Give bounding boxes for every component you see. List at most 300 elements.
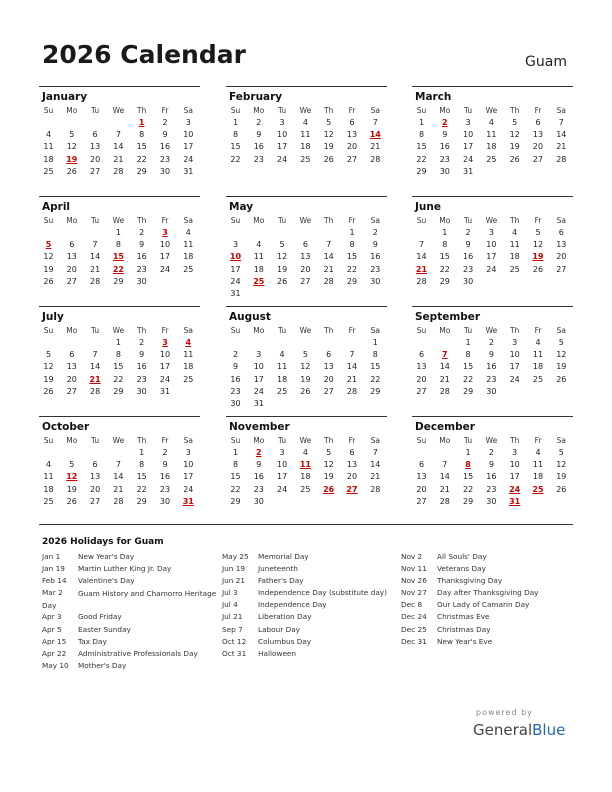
day-cell: 28 — [346, 386, 358, 396]
day-cell: 8 — [442, 240, 448, 250]
day-cell: 29 — [136, 166, 147, 176]
day-cell: 11 — [43, 472, 54, 482]
weekday-header: Th — [324, 216, 334, 225]
day-cell: 27 — [66, 386, 77, 396]
weekday-header: Mo — [66, 106, 78, 115]
day-cell: 18 — [300, 142, 311, 152]
generalblue-logo[interactable] — [473, 721, 565, 739]
holiday-date: Jan 19 — [42, 564, 65, 574]
weekday-header: Mo — [439, 436, 451, 445]
weekday-header: Su — [230, 326, 241, 335]
day-cell: 19 — [509, 142, 520, 152]
day-cell: 11 — [277, 362, 288, 372]
holiday-date: Nov 2 — [401, 552, 423, 561]
day-cell: 18 — [509, 252, 520, 262]
holiday-date: Dec 31 — [401, 636, 427, 646]
day-cell: 12 — [509, 130, 520, 140]
weekday-header: Mo — [253, 106, 265, 115]
day-cell: 13 — [300, 252, 311, 262]
page-title: 2026 Calendar — [42, 40, 246, 69]
day-cell: 11 — [183, 240, 194, 250]
day-cell: 12 — [300, 362, 311, 372]
day-cell: 6 — [535, 118, 541, 127]
holiday-row — [222, 564, 397, 576]
day-cell: 15 — [113, 362, 124, 372]
day-cell: 7 — [418, 240, 425, 250]
day-cell: 16 — [439, 142, 450, 152]
day-cell: 15 — [370, 362, 381, 372]
day-cell: 5 — [279, 240, 285, 250]
weekday-header: Sa — [556, 326, 566, 335]
day-cell: 9 — [465, 240, 471, 250]
day-cell: 27 — [323, 386, 334, 396]
day-cell: 15 — [416, 142, 427, 152]
holiday-date: Apr 5 — [42, 624, 62, 634]
day-cell: 10 — [159, 350, 171, 360]
day-cell: 22 — [370, 374, 381, 384]
weekday-header: Th — [324, 436, 334, 445]
day-cell: 22 — [230, 484, 241, 494]
weekday-header: Th — [510, 106, 520, 115]
holiday-row — [401, 600, 571, 612]
day-cell: 25 — [532, 374, 544, 384]
weekday-header: Fr — [534, 436, 542, 445]
weekday-header: We — [485, 106, 498, 115]
weekday-header: Th — [510, 216, 520, 225]
day-cell: 24 — [253, 386, 264, 396]
weekday-header: Th — [510, 436, 520, 445]
day-cell: 25 — [43, 496, 54, 506]
day-cell: 1 — [115, 228, 121, 237]
day-cell: 5 — [69, 460, 75, 470]
weekday-header: Mo — [253, 216, 265, 225]
weekday-header: Su — [230, 216, 241, 225]
day-cell: 19 — [323, 472, 334, 482]
day-cell: 9 — [162, 130, 168, 140]
day-cell: 27 — [90, 166, 101, 176]
day-cell: 30 — [136, 276, 147, 286]
day-cell: 1 — [418, 118, 425, 127]
day-cell: 9 — [139, 240, 145, 250]
holiday-row — [401, 564, 571, 576]
day-cell: 17 — [159, 362, 171, 372]
month-september — [412, 306, 572, 414]
holiday-date: Apr 15 — [42, 636, 67, 646]
day-cell: 11 — [43, 142, 54, 152]
weekday-header: Sa — [370, 106, 380, 115]
day-cell: 10 — [277, 460, 288, 470]
day-cell: 28 — [439, 386, 450, 396]
day-cell: 28 — [323, 276, 334, 286]
holiday-date: Dec 24 — [401, 612, 427, 622]
day-cell: 5 — [326, 118, 332, 127]
day-cell: 24 — [183, 484, 194, 494]
holiday-row — [222, 600, 397, 612]
day-cell: 19 — [300, 374, 311, 384]
day-cell: 30 — [159, 496, 171, 506]
holiday-day-cell: 31 — [182, 496, 194, 506]
holiday-name: Liberation Day — [258, 612, 312, 622]
day-cell: 22 — [346, 264, 358, 274]
day-cell: 19 — [277, 264, 288, 274]
holiday-date: Jan 1 — [42, 552, 61, 561]
weekday-header: Sa — [556, 216, 566, 225]
day-cell: 10 — [253, 362, 264, 372]
day-cell: 25 — [277, 386, 288, 396]
day-cell: 6 — [302, 240, 308, 250]
day-cell: 16 — [253, 472, 264, 482]
weekday-header: Fr — [348, 326, 356, 335]
day-cell: 7 — [92, 350, 98, 360]
day-cell: 26 — [43, 276, 54, 286]
day-cell: 18 — [532, 362, 544, 372]
day-cell: 31 — [230, 289, 241, 298]
day-cell: 18 — [532, 472, 544, 482]
day-cell: 24 — [159, 374, 171, 384]
weekday-header: Th — [324, 106, 334, 115]
day-cell: 5 — [302, 350, 308, 360]
day-cell: 22 — [136, 484, 147, 494]
weekday-header: Tu — [90, 326, 100, 335]
weekday-header: Tu — [277, 436, 287, 445]
weekday-header: We — [299, 326, 312, 335]
day-cell: 21 — [90, 264, 101, 274]
holiday-day-cell: 1 — [138, 118, 145, 127]
weekday-header: Fr — [161, 436, 169, 445]
month-name: October — [42, 421, 90, 433]
day-cell: 29 — [370, 386, 381, 396]
day-cell: 31 — [159, 386, 171, 396]
day-cell: 21 — [439, 484, 450, 494]
weekday-header: Sa — [370, 326, 380, 335]
day-cell: 15 — [346, 252, 358, 262]
day-cell: 23 — [463, 264, 474, 274]
day-cell: 12 — [277, 252, 288, 262]
day-cell: 26 — [556, 484, 567, 494]
day-cell: 12 — [43, 252, 54, 262]
holiday-row — [42, 612, 217, 624]
day-cell: 13 — [346, 130, 358, 140]
holiday-date: Oct 31 — [222, 648, 247, 658]
weekday-header: We — [112, 436, 125, 445]
month-name: April — [42, 201, 71, 213]
holiday-day-cell: 25 — [253, 276, 265, 286]
holiday-day-cell: 31 — [509, 496, 521, 506]
day-cell: 19 — [66, 484, 77, 494]
holiday-name: Memorial Day — [258, 552, 309, 561]
month-name: September — [415, 311, 481, 323]
day-cell: 16 — [253, 142, 264, 152]
day-cell: 5 — [326, 448, 332, 457]
day-cell: 14 — [556, 130, 567, 140]
day-cell: 7 — [442, 460, 448, 470]
holiday-row — [222, 649, 397, 661]
day-cell: 22 — [230, 154, 241, 164]
day-cell: 4 — [45, 130, 52, 140]
weekday-header: Su — [230, 436, 241, 445]
day-cell: 1 — [465, 338, 471, 347]
weekday-header: Th — [137, 106, 147, 115]
holiday-date: Dec 8 — [401, 600, 423, 610]
day-cell: 7 — [558, 118, 564, 127]
day-cell: 29 — [439, 276, 450, 286]
day-cell: 16 — [486, 472, 497, 482]
day-cell: 8 — [115, 350, 121, 360]
weekday-header: We — [299, 106, 312, 115]
day-cell: 30 — [253, 496, 264, 506]
weekday-header: Tu — [90, 106, 100, 115]
day-cell: 12 — [66, 142, 77, 152]
day-cell: 23 — [159, 484, 171, 494]
weekday-header: Tu — [90, 436, 100, 445]
month-name: March — [415, 91, 452, 103]
day-cell: 16 — [136, 252, 147, 262]
month-name: August — [229, 311, 271, 323]
holiday-day-cell: 26 — [323, 484, 335, 494]
holiday-row — [401, 576, 571, 588]
holiday-column — [42, 552, 217, 673]
holiday-name: Tax Day — [78, 636, 107, 646]
day-cell: 6 — [558, 228, 564, 237]
day-cell: 23 — [159, 154, 171, 164]
weekday-header: Mo — [66, 326, 78, 335]
weekday-header: Th — [137, 436, 147, 445]
weekday-header: Sa — [183, 326, 193, 335]
day-cell: 24 — [183, 154, 194, 164]
day-cell: 3 — [512, 338, 518, 347]
weekday-header: Mo — [253, 436, 265, 445]
day-cell: 1 — [349, 228, 355, 237]
day-cell: 2 — [162, 448, 168, 457]
day-cell: 28 — [90, 276, 101, 286]
weekday-header: Tu — [463, 326, 473, 335]
day-cell: 20 — [66, 374, 77, 384]
day-cell: 1 — [115, 338, 121, 347]
weekday-header: Sa — [183, 436, 193, 445]
holiday-date: Oct 12 — [222, 636, 247, 646]
month-december — [412, 416, 572, 524]
day-cell: 24 — [277, 154, 288, 164]
day-cell: 26 — [300, 386, 311, 396]
day-cell: 5 — [535, 228, 541, 237]
day-cell: 19 — [43, 264, 54, 274]
day-cell: 18 — [253, 264, 264, 274]
day-cell: 22 — [439, 264, 450, 274]
day-cell: 23 — [253, 154, 264, 164]
day-cell: 17 — [183, 142, 194, 152]
day-cell: 18 — [486, 142, 497, 152]
day-cell: 4 — [302, 448, 308, 457]
day-cell: 7 — [372, 118, 378, 127]
day-cell: 28 — [113, 496, 124, 506]
day-cell: 6 — [69, 350, 75, 360]
day-cell: 19 — [43, 374, 54, 384]
day-cell: 27 — [416, 386, 427, 396]
day-cell: 9 — [162, 460, 168, 470]
weekday-header: Fr — [161, 106, 169, 115]
weekday-header: Tu — [463, 436, 473, 445]
day-cell: 5 — [45, 350, 52, 360]
day-cell: 4 — [488, 118, 494, 127]
day-cell: 4 — [535, 448, 541, 457]
day-cell: 28 — [416, 276, 427, 286]
weekday-header: Th — [137, 216, 147, 225]
day-cell: 1 — [442, 228, 448, 237]
day-cell: 17 — [159, 252, 171, 262]
day-cell: 20 — [556, 252, 567, 262]
holiday-row — [42, 576, 217, 588]
weekday-header: Fr — [348, 106, 356, 115]
day-cell: 3 — [488, 228, 494, 237]
day-cell: 20 — [90, 154, 101, 164]
weekday-header: Mo — [253, 326, 265, 335]
day-cell: 11 — [486, 130, 497, 140]
day-cell: 8 — [139, 460, 145, 470]
day-cell: 11 — [183, 350, 194, 360]
day-cell: 25 — [183, 264, 194, 274]
day-cell: 15 — [463, 362, 474, 372]
day-cell: 29 — [463, 496, 474, 506]
holiday-day-cell: 10 — [229, 252, 242, 262]
holiday-name: Martin Luther King Jr. Day — [78, 564, 172, 574]
holiday-day-cell: 14 — [369, 130, 381, 140]
day-cell: 7 — [115, 130, 121, 140]
holiday-day-cell: 19 — [66, 154, 78, 164]
logo-text-blue: Blue — [532, 721, 566, 739]
holiday-name: New Year's Eve — [437, 636, 493, 646]
day-cell: 22 — [463, 484, 474, 494]
day-cell: 7 — [115, 460, 121, 470]
day-cell: 14 — [439, 362, 450, 372]
weekday-header: Sa — [556, 436, 566, 445]
day-cell: 22 — [113, 374, 124, 384]
holiday-date: Nov 27 — [401, 588, 427, 598]
weekday-header: Mo — [66, 436, 78, 445]
weekday-header: Sa — [183, 106, 193, 115]
day-cell: 28 — [370, 154, 381, 164]
day-cell: 2 — [139, 338, 145, 347]
holiday-name: Administrative Professionals Day — [78, 648, 198, 658]
day-cell: 23 — [486, 484, 497, 494]
day-cell: 1 — [232, 118, 239, 127]
weekday-header: We — [299, 436, 312, 445]
day-cell: 8 — [115, 240, 121, 250]
day-cell: 14 — [90, 362, 101, 372]
holiday-day-cell: 27 — [346, 484, 358, 494]
day-cell: 11 — [253, 252, 264, 262]
day-cell: 25 — [300, 484, 311, 494]
holiday-date: Nov 11 — [401, 564, 427, 574]
day-cell: 29 — [113, 276, 124, 286]
holiday-date: Jul 21 — [222, 612, 243, 622]
holiday-name: Thanksgiving Day — [437, 576, 503, 586]
day-cell: 10 — [159, 240, 171, 250]
month-october — [39, 416, 199, 524]
holiday-day-cell: 15 — [112, 252, 124, 262]
holiday-date: Nov 26 — [401, 576, 427, 586]
day-cell: 20 — [532, 142, 544, 152]
day-cell: 20 — [300, 264, 311, 274]
day-cell: 21 — [346, 374, 358, 384]
holiday-row — [222, 576, 397, 588]
day-cell: 4 — [185, 228, 191, 237]
holiday-day-cell: 11 — [299, 460, 311, 470]
month-may — [226, 196, 386, 304]
day-cell: 20 — [416, 374, 427, 384]
day-cell: 13 — [532, 130, 544, 140]
holiday-row — [401, 588, 571, 600]
day-cell: 5 — [558, 448, 564, 457]
day-cell: 18 — [183, 362, 194, 372]
day-cell: 23 — [439, 154, 450, 164]
weekday-header: Tu — [277, 106, 287, 115]
weekday-header: Th — [510, 326, 520, 335]
day-cell: 30 — [439, 166, 450, 176]
holiday-name: Our Lady of Camarin Day — [437, 600, 530, 610]
day-cell: 5 — [69, 130, 75, 140]
month-name: January — [42, 91, 88, 103]
day-cell: 20 — [346, 472, 358, 482]
day-cell: 10 — [183, 130, 194, 140]
day-cell: 15 — [136, 142, 147, 152]
day-cell: 6 — [92, 460, 98, 470]
day-cell: 27 — [90, 496, 101, 506]
day-cell: 15 — [136, 472, 147, 482]
holiday-row — [42, 564, 217, 576]
day-cell: 22 — [136, 154, 147, 164]
day-cell: 27 — [416, 496, 427, 506]
month-april — [39, 196, 199, 304]
day-cell: 14 — [323, 252, 334, 262]
weekday-header: Sa — [370, 216, 380, 225]
day-cell: 28 — [113, 166, 124, 176]
day-cell: 9 — [256, 460, 262, 470]
day-cell: 24 — [230, 276, 241, 286]
day-cell: 27 — [300, 276, 311, 286]
day-cell: 5 — [512, 118, 518, 127]
weekday-header: Sa — [183, 216, 193, 225]
day-cell: 13 — [90, 142, 101, 152]
day-cell: 10 — [509, 460, 520, 470]
day-cell: 20 — [66, 264, 77, 274]
holiday-row — [401, 625, 571, 637]
holiday-day-cell: 22 — [112, 264, 124, 274]
holiday-date: Apr 22 — [42, 648, 67, 658]
holiday-name: Mother's Day — [78, 660, 127, 670]
day-cell: 1 — [232, 448, 239, 457]
day-cell: 27 — [66, 276, 77, 286]
day-cell: 23 — [230, 386, 241, 396]
holiday-name: Guam History and Chamorro Heritage Day — [42, 589, 217, 611]
day-cell: 23 — [136, 264, 147, 274]
weekday-header: Su — [230, 106, 241, 115]
day-cell: 8 — [465, 350, 471, 360]
holiday-name: All Souls' Day — [437, 552, 487, 561]
day-cell: 13 — [346, 460, 358, 470]
day-cell: 25 — [300, 154, 311, 164]
day-cell: 23 — [253, 484, 264, 494]
day-cell: 1 — [372, 338, 378, 347]
day-cell: 20 — [323, 374, 334, 384]
weekday-header: Fr — [348, 436, 356, 445]
day-cell: 13 — [556, 240, 567, 250]
day-cell: 3 — [185, 448, 191, 457]
month-name: December — [415, 421, 475, 433]
day-cell: 13 — [416, 472, 427, 482]
day-cell: 4 — [279, 350, 285, 360]
month-july — [39, 306, 199, 414]
day-cell: 26 — [66, 166, 77, 176]
